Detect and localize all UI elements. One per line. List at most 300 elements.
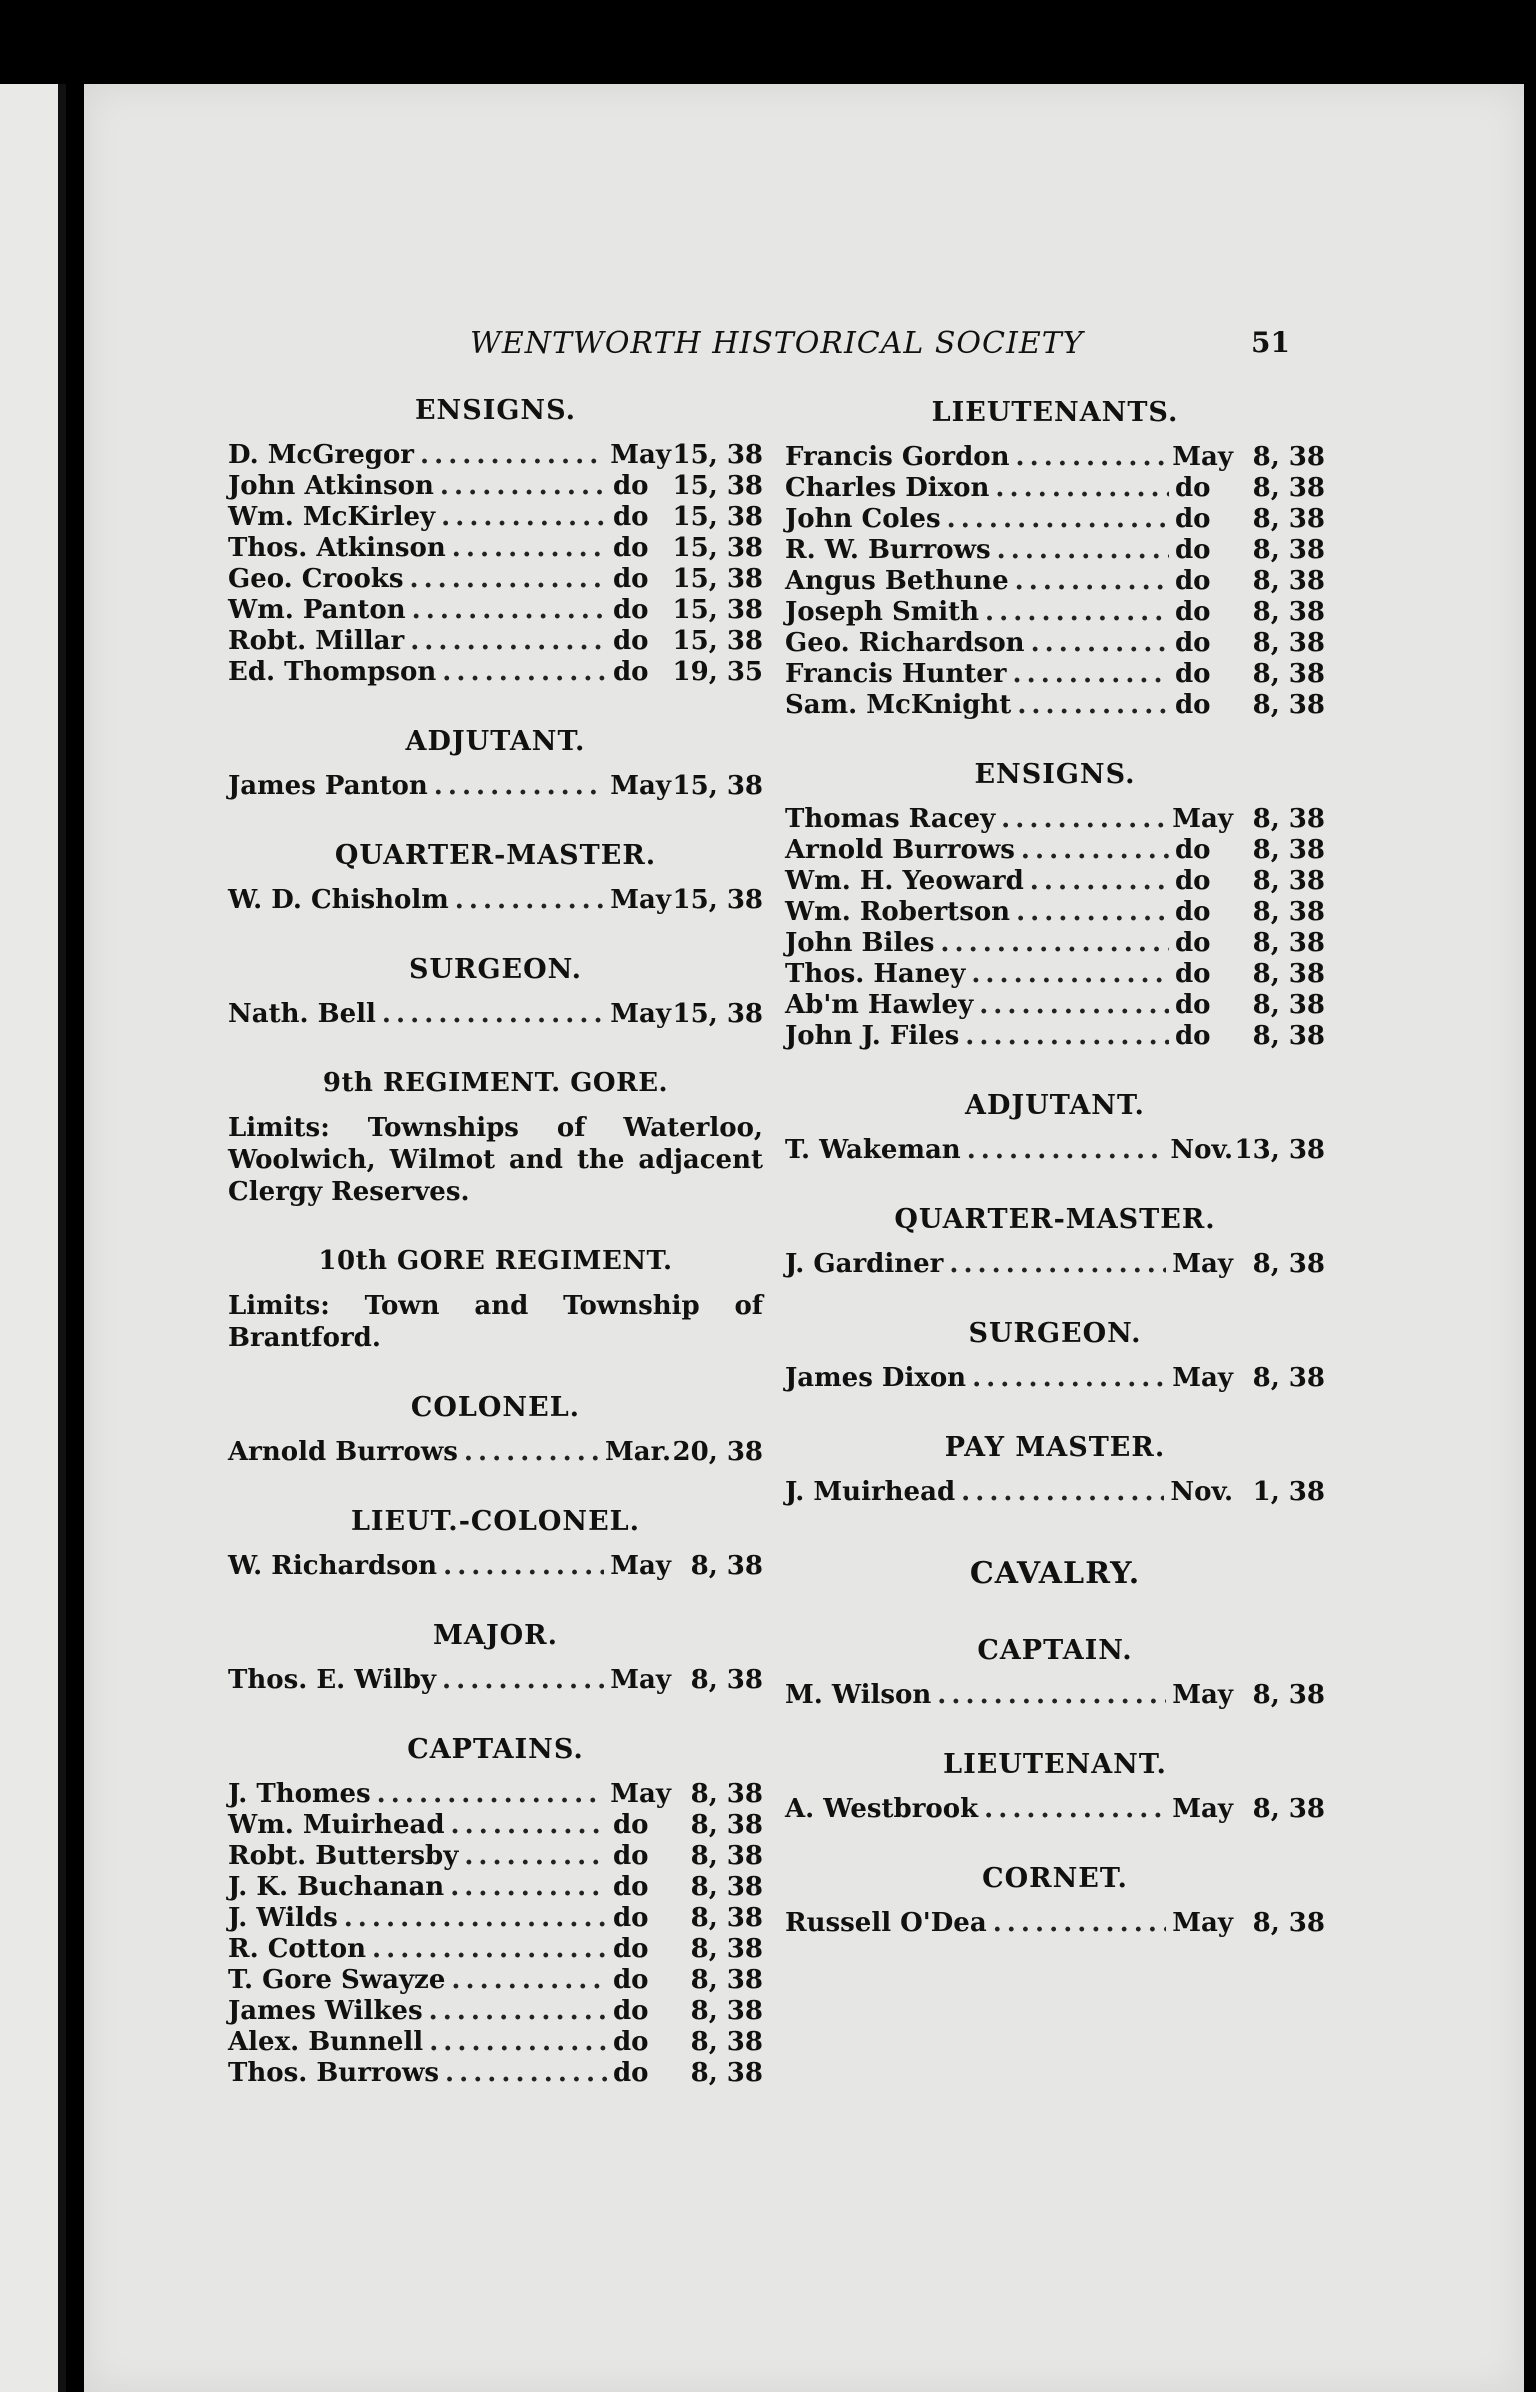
list-item bbox=[785, 659, 1325, 690]
commission-month: May bbox=[610, 999, 671, 1029]
dot-leader bbox=[1031, 628, 1169, 659]
list-item bbox=[785, 442, 1325, 473]
dot-leader bbox=[972, 1363, 1166, 1394]
commission-date: 15, 38 bbox=[672, 564, 763, 594]
officer-name: Angus Bethune bbox=[785, 566, 1009, 596]
dot-leader bbox=[985, 597, 1169, 628]
section-surgeon bbox=[228, 954, 763, 1030]
commission-month: May bbox=[1172, 1363, 1233, 1393]
commission-date: 8, 38 bbox=[1252, 690, 1325, 720]
entry-list bbox=[228, 1665, 763, 1696]
commission-date: 8, 38 bbox=[1252, 504, 1325, 534]
officer-name: A. Westbrook bbox=[785, 1794, 979, 1824]
officer-name: Charles Dixon bbox=[785, 473, 990, 503]
section-title: CORNET. bbox=[982, 1863, 1128, 1894]
section-captain bbox=[785, 1635, 1325, 1711]
dot-leader bbox=[967, 1135, 1165, 1166]
list-item bbox=[785, 535, 1325, 566]
dot-leader bbox=[445, 2058, 607, 2089]
commission-month: do bbox=[613, 1841, 649, 1871]
commission-date: 15, 38 bbox=[672, 471, 763, 501]
commission-date: 19, 35 bbox=[672, 657, 763, 687]
list-item bbox=[228, 1841, 763, 1872]
officer-name: Sam. McKnight bbox=[785, 690, 1012, 720]
officer-name: Geo. Crooks bbox=[228, 564, 404, 594]
entry-list bbox=[228, 1779, 763, 2089]
commission-date: 15, 38 bbox=[672, 771, 763, 801]
section-lieutenants bbox=[785, 397, 1325, 721]
entry-list bbox=[785, 1477, 1325, 1508]
commission-month: May bbox=[610, 885, 671, 915]
commission-month: do bbox=[1175, 566, 1211, 596]
officer-name: James Dixon bbox=[785, 1363, 967, 1393]
commission-month: do bbox=[1175, 597, 1211, 627]
commission-month: May bbox=[610, 1665, 671, 1695]
commission-month: do bbox=[1175, 659, 1211, 689]
dot-leader bbox=[451, 1965, 607, 1996]
section-cornet bbox=[785, 1863, 1325, 1939]
commission-date: 15, 38 bbox=[672, 440, 763, 470]
dot-leader bbox=[961, 1477, 1164, 1508]
list-item bbox=[785, 835, 1325, 866]
dot-leader bbox=[409, 564, 607, 595]
dot-leader bbox=[450, 1872, 607, 1903]
list-item bbox=[785, 1249, 1325, 1280]
commission-month: Nov. bbox=[1170, 1135, 1233, 1165]
section-quarter-master bbox=[785, 1204, 1325, 1280]
commission-month: do bbox=[1175, 990, 1211, 1020]
list-item bbox=[228, 2058, 763, 2089]
commission-month: do bbox=[613, 626, 649, 656]
officer-name: John Coles bbox=[785, 504, 941, 534]
commission-month: do bbox=[613, 564, 649, 594]
facing-page-edge bbox=[0, 84, 66, 2392]
section-title: SURGEON. bbox=[409, 954, 582, 985]
dot-leader bbox=[1016, 442, 1167, 473]
limits-text: Limits: Townships of Waterloo, Woolwich, Wilmot and the adjacent Clergy Reserves. bbox=[228, 1113, 763, 1207]
dot-leader bbox=[1001, 804, 1166, 835]
section-colonel bbox=[228, 1392, 763, 1468]
commission-month: May bbox=[1172, 1680, 1233, 1710]
section-title: LIEUTENANT. bbox=[943, 1749, 1167, 1780]
section-surgeon bbox=[785, 1318, 1325, 1394]
commission-date: 8, 38 bbox=[1252, 442, 1325, 472]
dot-leader bbox=[993, 1908, 1167, 1939]
list-item bbox=[228, 885, 763, 916]
officer-name: Robt. Buttersby bbox=[228, 1841, 459, 1871]
officer-name: Thomas Racey bbox=[785, 804, 996, 834]
officer-name: Nath. Bell bbox=[228, 999, 376, 1029]
officer-name: Wm. Robertson bbox=[785, 897, 1011, 927]
section-major bbox=[228, 1620, 763, 1696]
commission-month: do bbox=[1175, 504, 1211, 534]
officer-name: Wm. Muirhead bbox=[228, 1810, 445, 1840]
section-title: SURGEON. bbox=[968, 1318, 1142, 1349]
dot-leader bbox=[429, 1996, 607, 2027]
list-item bbox=[785, 504, 1325, 535]
list-item bbox=[785, 866, 1325, 897]
commission-month: do bbox=[613, 1810, 649, 1840]
list-item bbox=[785, 1021, 1325, 1052]
section-title: PAY MASTER. bbox=[944, 1432, 1166, 1463]
section-title: 9th REGIMENT. GORE. bbox=[322, 1068, 669, 1098]
commission-date: 15, 38 bbox=[672, 626, 763, 656]
list-item bbox=[785, 928, 1325, 959]
officer-name: R. W. Burrows bbox=[785, 535, 991, 565]
section-adjutant bbox=[785, 1090, 1325, 1166]
spacer bbox=[785, 1546, 1325, 1556]
dot-leader bbox=[372, 1934, 607, 1965]
dot-leader bbox=[451, 1810, 607, 1841]
entry-list bbox=[228, 1437, 763, 1468]
dot-leader bbox=[442, 657, 607, 688]
officer-name: Ed. Thompson bbox=[228, 657, 437, 687]
commission-month: May bbox=[610, 440, 671, 470]
commission-month: do bbox=[613, 1903, 649, 1933]
list-item bbox=[228, 533, 763, 564]
commission-date: 8, 38 bbox=[690, 1903, 763, 1933]
section-title: CAPTAIN. bbox=[977, 1635, 1133, 1666]
commission-date: 8, 38 bbox=[690, 1665, 763, 1695]
dot-leader bbox=[940, 928, 1169, 959]
list-item bbox=[785, 628, 1325, 659]
commission-month: do bbox=[613, 595, 649, 625]
commission-date: 8, 38 bbox=[1252, 628, 1325, 658]
commission-month: do bbox=[613, 1934, 649, 1964]
dot-leader bbox=[1017, 690, 1169, 721]
commission-date: 15, 38 bbox=[672, 999, 763, 1029]
section-title: COLONEL. bbox=[410, 1392, 581, 1423]
section-title: LIEUT.-COLONEL. bbox=[350, 1506, 641, 1537]
entry-list bbox=[785, 1794, 1325, 1825]
page-number: 51 bbox=[1251, 326, 1290, 359]
list-item bbox=[228, 1437, 763, 1468]
officer-name: James Wilkes bbox=[228, 1996, 423, 2026]
list-item bbox=[785, 990, 1325, 1021]
dot-leader bbox=[420, 440, 604, 471]
list-item bbox=[785, 597, 1325, 628]
commission-month: do bbox=[613, 2027, 649, 2057]
list-item bbox=[228, 1965, 763, 1996]
commission-month: do bbox=[613, 2058, 649, 2088]
entry-list bbox=[785, 1249, 1325, 1280]
commission-date: 15, 38 bbox=[672, 533, 763, 563]
section-title: MAJOR. bbox=[433, 1620, 558, 1651]
officer-name: J. Thomes bbox=[228, 1779, 371, 1809]
commission-date: 8, 38 bbox=[1252, 566, 1325, 596]
section-title: ENSIGNS. bbox=[414, 395, 577, 426]
entry-list bbox=[785, 1135, 1325, 1166]
list-item bbox=[228, 1551, 763, 1582]
commission-month: May bbox=[1172, 1249, 1233, 1279]
officer-name: W. D. Chisholm bbox=[228, 885, 449, 915]
commission-date: 8, 38 bbox=[690, 2027, 763, 2057]
commission-month: May bbox=[1172, 442, 1233, 472]
right-column bbox=[785, 397, 1325, 1977]
section-9th-regiment-gore bbox=[228, 1068, 763, 1208]
dot-leader bbox=[440, 471, 607, 502]
officer-name: W. Richardson bbox=[228, 1551, 438, 1581]
section-title: ADJUTANT. bbox=[405, 726, 586, 757]
dot-leader bbox=[937, 1680, 1166, 1711]
list-item bbox=[785, 690, 1325, 721]
dot-leader bbox=[434, 771, 605, 802]
header-title: WENTWORTH HISTORICAL SOCIETY bbox=[470, 326, 1084, 361]
dot-leader bbox=[1030, 866, 1169, 897]
commission-month: do bbox=[1175, 897, 1211, 927]
officer-name: Wm. McKirley bbox=[228, 502, 436, 532]
commission-month: do bbox=[613, 471, 649, 501]
entry-list bbox=[228, 999, 763, 1030]
officer-name: Arnold Burrows bbox=[228, 1437, 458, 1467]
commission-month: Nov. bbox=[1170, 1477, 1233, 1507]
officer-name: Wm. H. Yeoward bbox=[785, 866, 1024, 896]
officer-name: J. K. Buchanan bbox=[228, 1872, 445, 1902]
section-quarter-master bbox=[228, 840, 763, 916]
commission-date: 8, 38 bbox=[690, 1872, 763, 1902]
commission-date: 8, 38 bbox=[690, 1996, 763, 2026]
commission-date: 15, 38 bbox=[672, 502, 763, 532]
dot-leader bbox=[382, 999, 604, 1030]
dot-leader bbox=[452, 533, 607, 564]
commission-month: do bbox=[1175, 866, 1211, 896]
commission-month: May bbox=[1172, 804, 1233, 834]
list-item bbox=[228, 999, 763, 1030]
list-item bbox=[785, 1477, 1325, 1508]
list-item bbox=[228, 564, 763, 595]
commission-date: 1, 38 bbox=[1252, 1477, 1325, 1507]
officer-name: Arnold Burrows bbox=[785, 835, 1015, 865]
officer-name: Alex. Bunnell bbox=[228, 2027, 424, 2057]
dot-leader bbox=[464, 1437, 599, 1468]
dot-leader bbox=[443, 1551, 604, 1582]
commission-month: do bbox=[1175, 1021, 1211, 1051]
dot-leader bbox=[412, 595, 607, 626]
list-item bbox=[228, 626, 763, 657]
commission-date: 15, 38 bbox=[672, 885, 763, 915]
officer-name: Joseph Smith bbox=[785, 597, 980, 627]
section-title: QUARTER-MASTER. bbox=[334, 840, 657, 871]
section-title: ENSIGNS. bbox=[974, 759, 1136, 790]
list-item bbox=[228, 502, 763, 533]
entry-list bbox=[785, 442, 1325, 721]
officer-name: T. Wakeman bbox=[785, 1135, 961, 1165]
list-item bbox=[785, 1363, 1325, 1394]
entry-list bbox=[228, 771, 763, 802]
commission-month: May bbox=[610, 1779, 671, 1809]
dot-leader bbox=[1021, 835, 1169, 866]
dot-leader bbox=[377, 1779, 605, 1810]
commission-date: 8, 38 bbox=[1252, 597, 1325, 627]
officer-name: Thos. E. Wilby bbox=[228, 1665, 437, 1695]
commission-month: do bbox=[1175, 928, 1211, 958]
commission-date: 8, 38 bbox=[1252, 1021, 1325, 1051]
commission-month: May bbox=[1172, 1908, 1233, 1938]
list-item bbox=[228, 657, 763, 688]
dot-leader bbox=[965, 1021, 1169, 1052]
officer-name: Thos. Burrows bbox=[228, 2058, 439, 2088]
commission-month: Mar. bbox=[605, 1437, 671, 1467]
dot-leader bbox=[949, 1249, 1166, 1280]
section-title: CAVALRY. bbox=[969, 1556, 1141, 1591]
officer-name: R. Cotton bbox=[228, 1934, 367, 1964]
list-item bbox=[785, 804, 1325, 835]
list-item bbox=[228, 471, 763, 502]
entry-list bbox=[785, 804, 1325, 1052]
commission-date: 8, 38 bbox=[690, 1841, 763, 1871]
commission-date: 8, 38 bbox=[1252, 866, 1325, 896]
officer-name: Russell O'Dea bbox=[785, 1908, 987, 1938]
entry-list bbox=[785, 1363, 1325, 1394]
section-ensigns bbox=[785, 759, 1325, 1052]
commission-month: do bbox=[1175, 690, 1211, 720]
commission-date: 8, 38 bbox=[1252, 1794, 1325, 1824]
officer-name: D. McGregor bbox=[228, 440, 414, 470]
commission-date: 8, 38 bbox=[690, 1965, 763, 1995]
commission-date: 8, 38 bbox=[1252, 897, 1325, 927]
commission-month: do bbox=[1175, 835, 1211, 865]
list-item bbox=[228, 771, 763, 802]
list-item bbox=[228, 1903, 763, 1934]
commission-month: May bbox=[610, 771, 671, 801]
commission-date: 8, 38 bbox=[1252, 1908, 1325, 1938]
officer-name: Wm. Panton bbox=[228, 595, 406, 625]
dot-leader bbox=[464, 1841, 607, 1872]
commission-date: 8, 38 bbox=[1252, 835, 1325, 865]
list-item bbox=[228, 1872, 763, 1903]
commission-date: 8, 38 bbox=[1252, 1363, 1325, 1393]
list-item bbox=[785, 1794, 1325, 1825]
dot-leader bbox=[971, 959, 1169, 990]
list-item bbox=[228, 1665, 763, 1696]
section-adjutant bbox=[228, 726, 763, 802]
commission-date: 8, 38 bbox=[1252, 1249, 1325, 1279]
section-title: QUARTER-MASTER. bbox=[894, 1204, 1216, 1235]
list-item bbox=[228, 2027, 763, 2058]
entry-list bbox=[785, 1908, 1325, 1939]
list-item bbox=[228, 440, 763, 471]
officer-name: John Biles bbox=[785, 928, 935, 958]
officer-name: James Panton bbox=[228, 771, 428, 801]
commission-date: 8, 38 bbox=[1252, 659, 1325, 689]
officer-name: T. Gore Swayze bbox=[228, 1965, 446, 1995]
commission-date: 8, 38 bbox=[690, 1934, 763, 1964]
dot-leader bbox=[441, 502, 607, 533]
commission-date: 8, 38 bbox=[690, 1551, 763, 1581]
commission-date: 8, 38 bbox=[1252, 473, 1325, 503]
commission-month: do bbox=[613, 502, 649, 532]
dot-leader bbox=[344, 1903, 607, 1934]
commission-month: do bbox=[1175, 473, 1211, 503]
commission-date: 8, 38 bbox=[690, 2058, 763, 2088]
entry-list bbox=[228, 1551, 763, 1582]
commission-month: May bbox=[610, 1551, 671, 1581]
limits-text: Limits: Town and Township of Brantford. bbox=[228, 1291, 763, 1353]
dot-leader bbox=[979, 990, 1169, 1021]
list-item bbox=[785, 566, 1325, 597]
section-captains bbox=[228, 1734, 763, 2089]
officer-name: Thos. Haney bbox=[785, 959, 966, 989]
commission-month: do bbox=[1175, 535, 1211, 565]
list-item bbox=[228, 1810, 763, 1841]
dot-leader bbox=[442, 1665, 604, 1696]
commission-month: do bbox=[613, 1965, 649, 1995]
list-item bbox=[785, 959, 1325, 990]
list-item bbox=[785, 1135, 1325, 1166]
section-lieutenant bbox=[785, 1749, 1325, 1825]
officer-name: Ab'm Hawley bbox=[785, 990, 974, 1020]
officer-name: J. Gardiner bbox=[785, 1249, 944, 1279]
entry-list bbox=[228, 885, 763, 916]
section-ensigns bbox=[228, 395, 763, 688]
commission-month: do bbox=[1175, 628, 1211, 658]
commission-month: do bbox=[613, 1996, 649, 2026]
officer-name: Francis Gordon bbox=[785, 442, 1010, 472]
section-title: 10th GORE REGIMENT. bbox=[318, 1246, 673, 1276]
dot-leader bbox=[947, 504, 1169, 535]
dot-leader bbox=[984, 1794, 1166, 1825]
commission-date: 8, 38 bbox=[690, 1810, 763, 1840]
officer-name: Robt. Millar bbox=[228, 626, 405, 656]
left-column bbox=[228, 395, 763, 2127]
commission-date: 8, 38 bbox=[1252, 535, 1325, 565]
commission-date: 13, 38 bbox=[1234, 1135, 1325, 1165]
section-title: ADJUTANT. bbox=[965, 1090, 1145, 1121]
commission-date: 8, 38 bbox=[1252, 928, 1325, 958]
list-item bbox=[228, 1779, 763, 1810]
list-item bbox=[228, 1934, 763, 1965]
commission-month: do bbox=[613, 657, 649, 687]
commission-month: do bbox=[1175, 959, 1211, 989]
dot-leader bbox=[1016, 897, 1169, 928]
officer-name: Geo. Richardson bbox=[785, 628, 1025, 658]
list-item bbox=[228, 595, 763, 626]
dot-leader bbox=[410, 626, 607, 657]
officer-name: Thos. Atkinson bbox=[228, 533, 446, 563]
officer-name: Francis Hunter bbox=[785, 659, 1007, 689]
commission-date: 15, 38 bbox=[672, 595, 763, 625]
list-item bbox=[785, 1680, 1325, 1711]
commission-date: 8, 38 bbox=[1252, 990, 1325, 1020]
commission-month: May bbox=[1172, 1794, 1233, 1824]
officer-name: John Atkinson bbox=[228, 471, 434, 501]
commission-month: do bbox=[613, 1872, 649, 1902]
section-title: CAPTAINS. bbox=[407, 1734, 584, 1765]
commission-month: do bbox=[613, 533, 649, 563]
section-cavalry bbox=[785, 1546, 1325, 1591]
dot-leader bbox=[1015, 566, 1169, 597]
list-item bbox=[785, 897, 1325, 928]
list-item bbox=[785, 473, 1325, 504]
entry-list bbox=[785, 1680, 1325, 1711]
commission-date: 20, 38 bbox=[672, 1437, 763, 1467]
officer-name: M. Wilson bbox=[785, 1680, 932, 1710]
section-pay-master bbox=[785, 1432, 1325, 1508]
commission-date: 8, 38 bbox=[1252, 959, 1325, 989]
running-header bbox=[470, 320, 1290, 370]
officer-name: John J. Files bbox=[785, 1021, 960, 1051]
dot-leader bbox=[995, 473, 1169, 504]
commission-date: 8, 38 bbox=[1252, 1680, 1325, 1710]
section-lieut-colonel bbox=[228, 1506, 763, 1582]
dot-leader bbox=[997, 535, 1169, 566]
section-title: LIEUTENANTS. bbox=[931, 397, 1179, 428]
dot-leader bbox=[455, 885, 605, 916]
dot-leader bbox=[1012, 659, 1169, 690]
commission-date: 8, 38 bbox=[1252, 804, 1325, 834]
list-item bbox=[785, 1908, 1325, 1939]
list-item bbox=[228, 1996, 763, 2027]
